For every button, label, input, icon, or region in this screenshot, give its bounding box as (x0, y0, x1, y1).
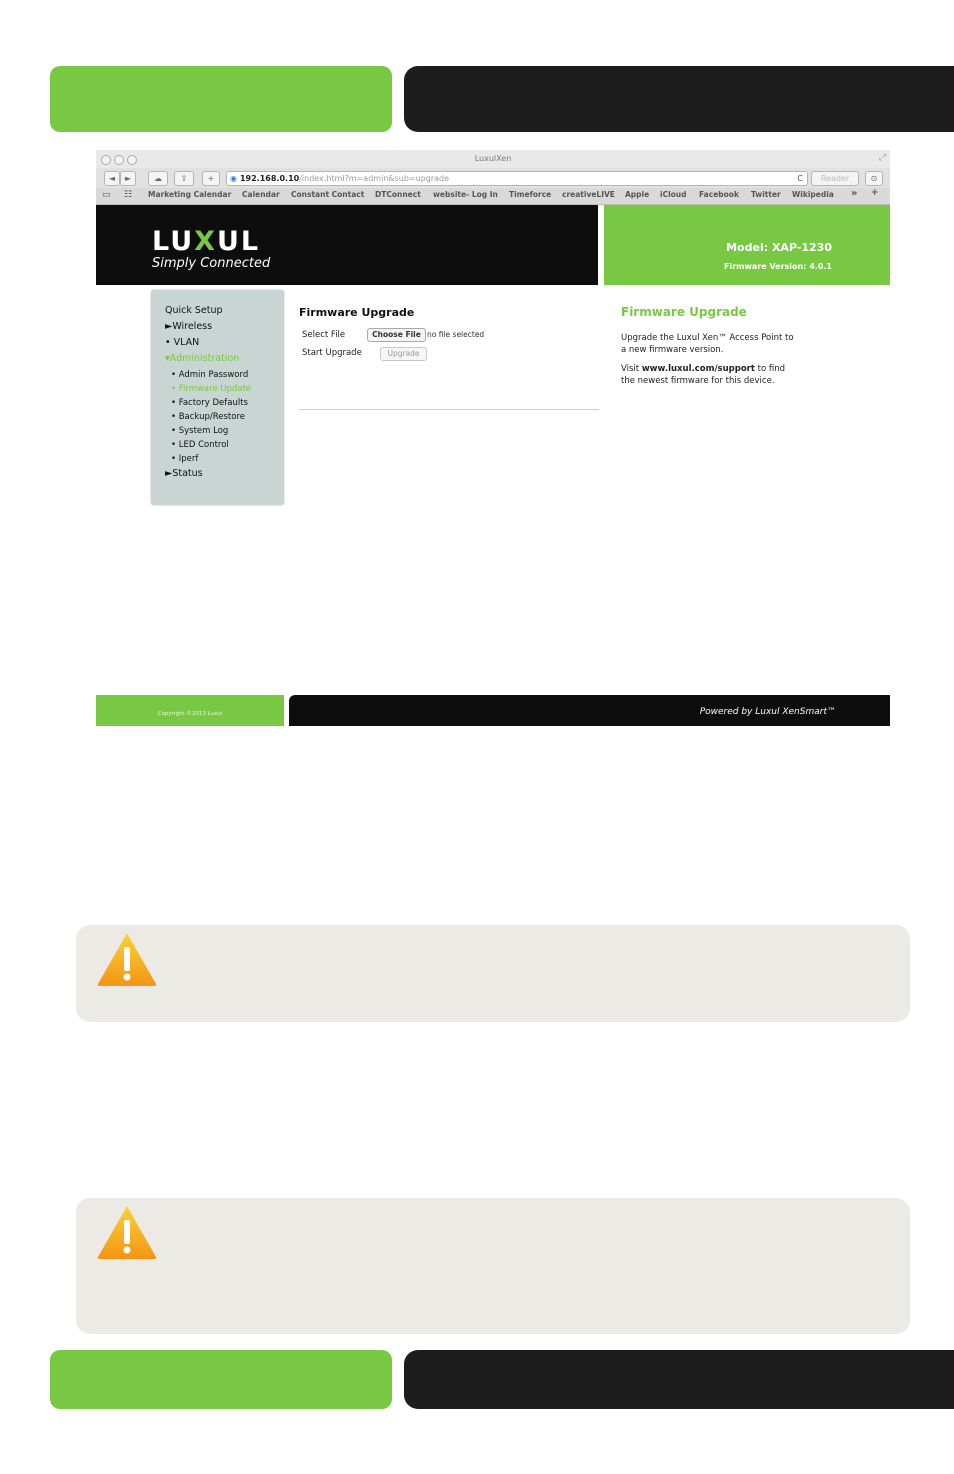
bookmark-link[interactable]: Twitter (751, 190, 781, 199)
warning-icon (96, 931, 158, 987)
sidebar-item-status[interactable] (165, 468, 203, 479)
page-header-green-tab (50, 66, 392, 132)
warning-notice-1 (76, 925, 910, 1022)
bookmark-link[interactable]: Apple (625, 190, 650, 199)
help-paragraph-1: Upgrade the Luxul Xen™ Access Point to a new firmware version. (621, 333, 794, 355)
sidebar-item-factory-defaults[interactable] (171, 398, 248, 408)
sidebar-item-label: LED Control (178, 440, 229, 450)
bookmark-link[interactable]: Timeforce (509, 190, 552, 199)
minimize-window-icon[interactable] (114, 155, 124, 165)
bullet-icon: • (171, 426, 177, 436)
bullet-icon: • (171, 454, 177, 464)
close-window-icon[interactable] (101, 155, 111, 165)
sidebar-item-admin-password[interactable] (171, 370, 248, 380)
site-globe-icon: ◉ (230, 174, 237, 183)
url-host: 192.168.0.10 (239, 174, 300, 183)
sidebar-item-vlan[interactable] (165, 337, 199, 348)
add-bookmark-button[interactable]: + (202, 171, 220, 186)
address-bar[interactable] (226, 171, 808, 186)
sidebar-item-label: VLAN (173, 337, 200, 348)
help-title: Firmware Upgrade (621, 305, 747, 319)
sidebar-item-wireless[interactable] (165, 321, 212, 332)
bullet-icon: • (171, 412, 177, 422)
bookmarks-bar (96, 188, 890, 205)
expand-arrow-icon: ► (165, 468, 173, 479)
bookmark-link[interactable]: Marketing Calendar (148, 190, 232, 199)
url-path: /index.html?m=admin&sub=upgrade (299, 174, 450, 183)
sidebar-item-led-control[interactable] (171, 440, 229, 450)
fullscreen-icon[interactable]: ⤢ (878, 153, 886, 163)
sidebar-item-label: Iperf (178, 454, 199, 464)
zoom-window-icon[interactable] (127, 155, 137, 165)
sidebar-nav (151, 290, 284, 505)
window-title: LuxulXen (474, 154, 512, 163)
help-paragraph-2 (621, 363, 796, 387)
powered-by-text: Powered by Luxul XenSmart™ (699, 707, 836, 717)
page-header-black-tab (404, 66, 954, 132)
choose-file-button[interactable]: Choose File (367, 328, 426, 342)
tagline: Simply Connected (152, 256, 271, 271)
bookmark-link[interactable]: iCloud (660, 190, 687, 199)
top-sites-icon[interactable]: ☷ (124, 190, 133, 200)
content-title: Firmware Upgrade (299, 306, 415, 319)
sidebar-item-backup-restore[interactable] (171, 412, 245, 422)
back-button[interactable]: ◄ (104, 171, 120, 186)
help-visit-text: Visit (621, 364, 642, 374)
upgrade-button[interactable]: Upgrade (380, 347, 427, 361)
bullet-icon: • (171, 370, 177, 380)
sidebar-item-system-log[interactable] (171, 426, 228, 436)
bullet-icon: • (171, 384, 177, 394)
no-file-text: no file selected (427, 330, 485, 339)
new-tab-icon[interactable]: + (871, 188, 879, 198)
share-button[interactable]: ⇪ (174, 171, 194, 186)
downloads-button[interactable]: ⊙ (865, 171, 883, 186)
sidebar-item-label: Factory Defaults (178, 398, 248, 408)
support-link[interactable]: www.luxul.com/support (641, 364, 755, 374)
firmware-version-label: Firmware Version: 4.0.1 (723, 262, 832, 271)
bookmark-link[interactable]: website- Log In (433, 190, 498, 199)
more-bookmarks-icon[interactable]: » (851, 188, 858, 199)
sidebar-item-label: System Log (178, 426, 229, 436)
bookmark-link[interactable]: creativeLIVE (562, 190, 615, 199)
content-divider (299, 409, 599, 410)
bookmark-link[interactable]: Constant Contact (291, 190, 365, 199)
model-label: Model: XAP-1230 (726, 241, 832, 254)
sidebar-item-label: Admin Password (178, 370, 249, 380)
bullet-icon: • (165, 337, 171, 348)
bullet-icon: • (171, 440, 177, 450)
sidebar-item-label: Backup/Restore (178, 412, 245, 422)
expand-arrow-icon: ► (165, 321, 173, 332)
bullet-icon: • (171, 398, 177, 408)
forward-button[interactable]: ► (120, 171, 136, 186)
browser-titlebar (96, 150, 890, 168)
sidebar-item-label: Firmware Update (178, 384, 252, 394)
sidebar-item-iperf[interactable] (171, 454, 198, 464)
page-footer-green-tab (50, 1350, 392, 1409)
page-footer-black-tab (404, 1350, 954, 1409)
reader-button[interactable]: Reader (811, 171, 859, 186)
select-file-label: Select File (302, 330, 346, 340)
help-suffix-text: to find the newest firmware for this device. (621, 364, 786, 386)
sidebar-item-label: Status (172, 468, 203, 479)
sidebar-item-label: Administration (169, 353, 240, 364)
warning-icon (96, 1204, 158, 1260)
sidebar-item-label: Quick Setup (165, 305, 223, 316)
reading-list-icon[interactable]: ▭ (102, 190, 111, 200)
sidebar-item-administration[interactable] (165, 353, 239, 364)
bookmark-link[interactable]: Wikipedia (792, 190, 834, 199)
sidebar-item-label: Wireless (172, 321, 213, 332)
sidebar-item-quick-setup[interactable] (165, 305, 223, 316)
browser-toolbar (96, 168, 890, 188)
sidebar-item-firmware-update[interactable] (171, 384, 251, 394)
reload-icon[interactable]: C (797, 174, 803, 183)
luxul-logo: LUXUL (152, 226, 261, 257)
bookmark-link[interactable]: DTConnect (375, 190, 421, 199)
warning-notice-2 (76, 1198, 910, 1334)
bookmark-link[interactable]: Calendar (242, 190, 280, 199)
browser-window (96, 150, 890, 726)
cloud-tabs-button[interactable]: ☁ (148, 171, 168, 186)
collapse-arrow-icon: ▾ (165, 353, 170, 364)
start-upgrade-label: Start Upgrade (302, 348, 362, 358)
copyright-text: Copyright ©2013 Luxul (157, 711, 223, 717)
bookmark-link[interactable]: Facebook (699, 190, 739, 199)
